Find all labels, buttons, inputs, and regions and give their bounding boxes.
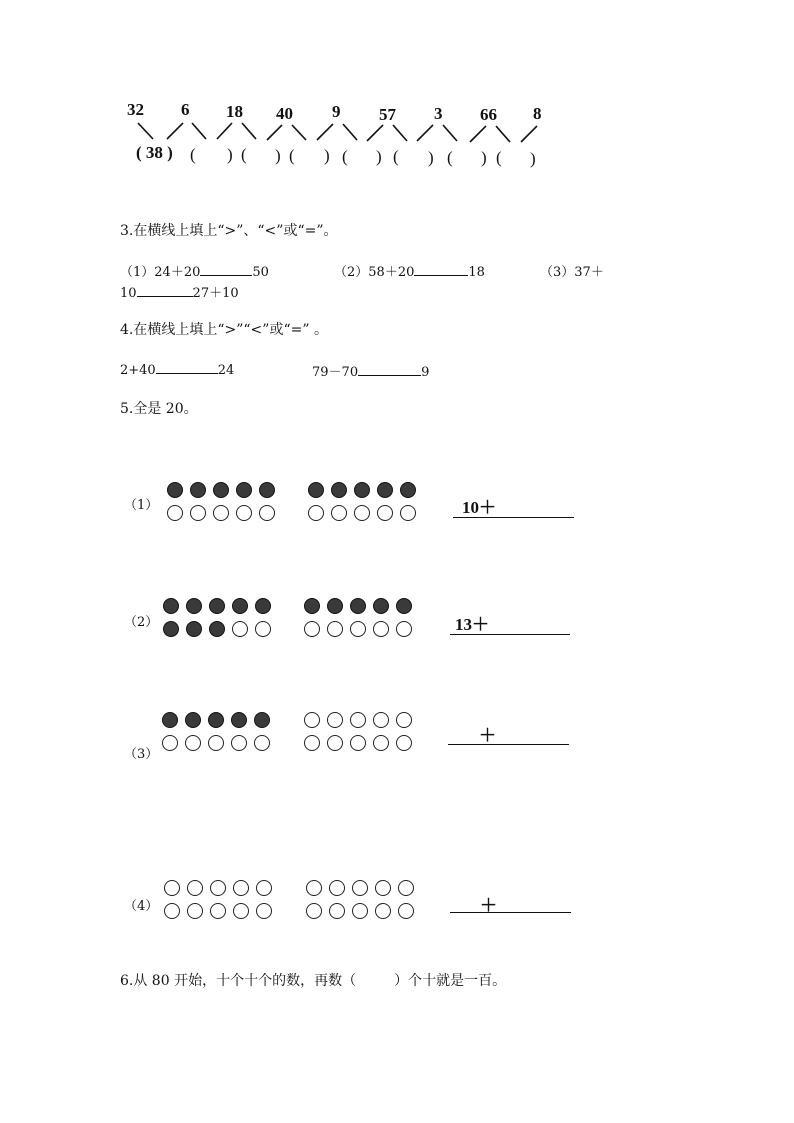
row-label: （4） <box>124 899 159 914</box>
filled-counter <box>186 598 202 614</box>
filled-counter <box>331 482 347 498</box>
empty-counter <box>255 621 271 637</box>
filled-counter <box>163 598 179 614</box>
answer-paren: ( <box>241 145 247 164</box>
empty-counter <box>304 712 320 728</box>
q6-text-after: ）个十就是一百。 <box>394 973 507 989</box>
answer-paren: ) <box>530 149 536 168</box>
empty-counter <box>187 880 203 896</box>
answer-line[interactable] <box>450 912 571 913</box>
empty-counter <box>254 735 270 751</box>
answer-paren: ( <box>289 146 295 165</box>
filled-counter <box>308 482 324 498</box>
q3-expr-3: （3）37＋ <box>540 265 604 280</box>
empty-counter <box>352 880 368 896</box>
empty-counter <box>304 735 320 751</box>
answer-prefix: 10＋ <box>462 498 496 517</box>
answer-paren: ) <box>481 148 487 167</box>
empty-counter <box>327 735 343 751</box>
filled-counter <box>327 598 343 614</box>
empty-counter <box>233 903 249 919</box>
filled-counter <box>232 598 248 614</box>
empty-counter <box>373 735 389 751</box>
empty-counter <box>232 621 248 637</box>
filled-counter <box>186 621 202 637</box>
empty-counter <box>352 903 368 919</box>
answer-paren: ) <box>376 147 382 166</box>
empty-counter <box>327 712 343 728</box>
empty-counter <box>373 712 389 728</box>
q4-rhs-1: 24 <box>217 363 235 378</box>
answer-paren: ( <box>447 148 453 167</box>
filled-counter <box>167 482 183 498</box>
filled-counter <box>162 712 178 728</box>
empty-counter <box>396 621 412 637</box>
filled-counter <box>354 482 370 498</box>
empty-counter <box>354 505 370 521</box>
question-3-title: 3.在横线上填上“>”、“<”或“=”。 <box>120 223 338 239</box>
q3-line-1b <box>334 261 485 280</box>
pair-number: 40 <box>276 104 293 123</box>
pair-number: 66 <box>480 105 497 124</box>
empty-counter <box>185 735 201 751</box>
answer-line[interactable] <box>450 634 570 635</box>
question-4-title: 4.在横线上填上“>”“<”或“=” 。 <box>120 322 328 338</box>
empty-counter <box>210 903 226 919</box>
row-label: （3） <box>124 747 159 762</box>
empty-counter <box>164 880 180 896</box>
q3-rhs-3: 27＋10 <box>192 286 239 301</box>
answer-line[interactable] <box>453 517 574 518</box>
filled-counter <box>350 598 366 614</box>
answer-paren: ( <box>496 148 502 167</box>
empty-counter <box>373 621 389 637</box>
empty-counter <box>164 903 180 919</box>
answer-paren: ( <box>393 147 399 166</box>
empty-counter <box>350 735 366 751</box>
filled-counter <box>396 598 412 614</box>
pair-connector-lines <box>0 0 794 170</box>
answer-paren: ) <box>324 146 330 165</box>
filled-counter <box>259 482 275 498</box>
pair-number: 6 <box>181 100 190 119</box>
answer-paren: ( <box>342 147 348 166</box>
empty-counter <box>233 880 249 896</box>
q3-rhs-1: 50 <box>252 265 269 280</box>
empty-counter <box>331 505 347 521</box>
pair-number: 57 <box>379 105 396 124</box>
answer-paren: ) <box>275 146 281 165</box>
pair-number: 8 <box>533 104 542 123</box>
q3-line-1 <box>120 261 269 280</box>
empty-counter <box>167 505 183 521</box>
filled-counter <box>213 482 229 498</box>
empty-counter <box>350 712 366 728</box>
empty-counter <box>308 505 324 521</box>
q3-rhs-2: 18 <box>468 265 485 280</box>
filled-counter <box>163 621 179 637</box>
empty-counter <box>256 903 272 919</box>
empty-counter <box>375 903 391 919</box>
pair-number: 9 <box>332 102 341 121</box>
empty-counter <box>396 712 412 728</box>
answer-line[interactable] <box>448 744 569 745</box>
empty-counter <box>210 880 226 896</box>
empty-counter <box>259 505 275 521</box>
empty-counter <box>190 505 206 521</box>
q4-item-1 <box>120 361 234 378</box>
empty-counter <box>231 735 247 751</box>
pair-number: 32 <box>127 100 144 119</box>
q4-blank-1[interactable] <box>156 361 218 374</box>
empty-counter <box>327 621 343 637</box>
q4-expr-1: 2+40 <box>120 363 156 378</box>
row-label: （1） <box>124 498 159 513</box>
answer-blank[interactable]: ( 38 ) <box>136 143 173 162</box>
empty-counter <box>377 505 393 521</box>
q4-item-2 <box>312 361 429 380</box>
question-6-text <box>120 970 506 990</box>
filled-counter <box>236 482 252 498</box>
q3-blank-2[interactable] <box>414 263 468 276</box>
empty-counter <box>350 621 366 637</box>
empty-counter <box>236 505 252 521</box>
empty-counter <box>187 903 203 919</box>
empty-counter <box>398 903 414 919</box>
filled-counter <box>209 598 225 614</box>
empty-counter <box>256 880 272 896</box>
filled-counter <box>373 598 389 614</box>
answer-prefix: ＋ <box>479 726 496 745</box>
q6-text-before: 6.从 80 开始，十个十个的数，再数（ <box>120 973 357 989</box>
empty-counter <box>162 735 178 751</box>
filled-counter <box>377 482 393 498</box>
answer-prefix: ＋ <box>480 896 497 915</box>
q3-blank-3[interactable] <box>137 284 193 297</box>
filled-counter <box>209 621 225 637</box>
empty-counter <box>306 880 322 896</box>
q3-expr-2: （2）58＋20 <box>334 265 415 280</box>
answer-paren: ) <box>428 148 434 167</box>
answer-paren: ( <box>190 145 196 164</box>
empty-counter <box>304 621 320 637</box>
filled-counter <box>400 482 416 498</box>
empty-counter <box>306 903 322 919</box>
empty-counter <box>213 505 229 521</box>
pair-number: 18 <box>226 102 243 121</box>
row-label: （2） <box>124 615 159 630</box>
filled-counter <box>255 598 271 614</box>
pair-number: 3 <box>434 104 443 123</box>
q4-blank-2[interactable] <box>358 363 421 376</box>
filled-counter <box>231 712 247 728</box>
filled-counter <box>304 598 320 614</box>
q4-expr-2: 79－70 <box>312 365 359 380</box>
question-5-title: 5.全是 20。 <box>120 401 198 417</box>
empty-counter <box>398 880 414 896</box>
empty-counter <box>400 505 416 521</box>
empty-counter <box>329 880 345 896</box>
filled-counter <box>185 712 201 728</box>
q3-line-2 <box>120 282 239 301</box>
filled-counter <box>254 712 270 728</box>
filled-counter <box>190 482 206 498</box>
answer-prefix: 13＋ <box>455 615 489 634</box>
q4-rhs-2: 9 <box>421 365 430 380</box>
q3-expr-1: （1）24＋20 <box>120 265 201 280</box>
answer-paren: ) <box>227 145 233 164</box>
empty-counter <box>329 903 345 919</box>
empty-counter <box>208 735 224 751</box>
q3-expr-3-cont: 10 <box>120 286 137 301</box>
empty-counter <box>396 735 412 751</box>
empty-counter <box>375 880 391 896</box>
filled-counter <box>208 712 224 728</box>
q3-blank-1[interactable] <box>200 263 252 276</box>
